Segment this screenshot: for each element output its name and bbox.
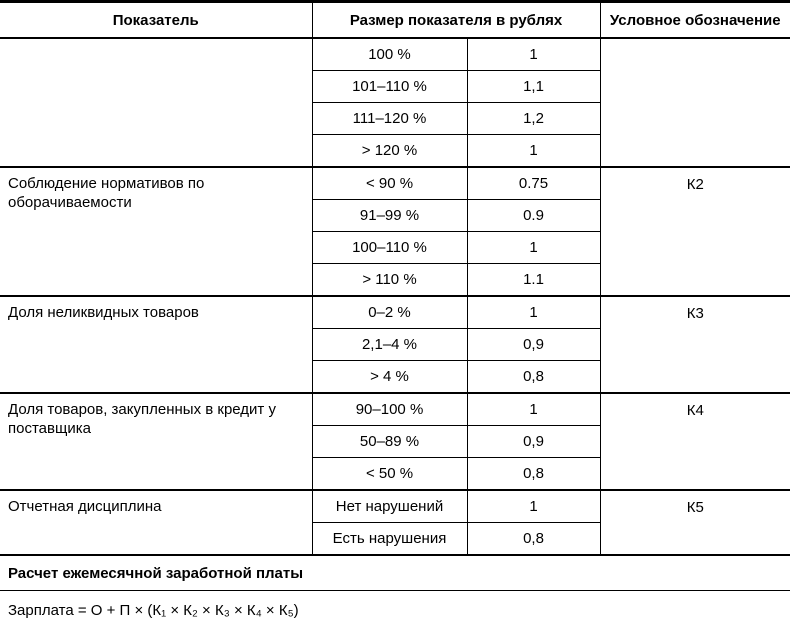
range-cell: > 120 % [312,135,467,168]
salary-formula: Зарплата = О + П × (К₁ × К₂ × К₃ × К₄ × К₅) [0,591,790,624]
range-cell: 0–2 % [312,296,467,329]
value-cell: 1 [467,232,600,264]
value-cell: 0,8 [467,458,600,491]
group-label-cell: Соблюдение нормативов по оборачиваемости [0,167,312,296]
value-cell: 1,2 [467,103,600,135]
column-header-indicator: Показатель [0,2,312,39]
range-cell: 90–100 % [312,393,467,426]
table-row [0,555,790,591]
designation-cell: К4 [600,393,790,490]
range-cell: 101–110 % [312,71,467,103]
value-cell: 0.9 [467,200,600,232]
table-row [0,167,790,200]
table-row [0,38,790,71]
value-cell: 0,9 [467,426,600,458]
range-cell: 2,1–4 % [312,329,467,361]
value-cell: 0,9 [467,329,600,361]
value-cell: 1.1 [467,264,600,297]
range-cell: 91–99 % [312,200,467,232]
range-cell: 50–89 % [312,426,467,458]
value-cell: 1 [467,296,600,329]
designation-cell: К5 [600,490,790,555]
value-cell: 1 [467,38,600,71]
group-label-cell [0,38,312,167]
value-cell: 0,8 [467,361,600,394]
range-cell: > 110 % [312,264,467,297]
group-label-cell: Отчетная дисциплина [0,490,312,555]
designation-cell: К2 [600,167,790,296]
group-label-cell: Доля товаров, закупленных в кредит у поставщика [0,393,312,490]
range-cell: Нет нарушений [312,490,467,523]
range-cell: Есть нарушения [312,523,467,556]
table-row [0,490,790,523]
column-header-size: Размер показателя в рублях [312,2,600,39]
group-label-cell: Доля неликвидных товаров [0,296,312,393]
range-cell: > 4 % [312,361,467,394]
value-cell: 1 [467,393,600,426]
range-cell: 111–120 % [312,103,467,135]
designation-cell [600,38,790,167]
range-cell: < 50 % [312,458,467,491]
table-row [0,393,790,426]
range-cell: < 90 % [312,167,467,200]
value-cell: 1 [467,135,600,168]
value-cell: 1 [467,490,600,523]
value-cell: 1,1 [467,71,600,103]
designation-cell: К3 [600,296,790,393]
table-row [0,296,790,329]
section-title: Расчет ежемесячной заработной платы [0,555,790,591]
header-row [0,2,790,39]
range-cell: 100 % [312,38,467,71]
range-cell: 100–110 % [312,232,467,264]
value-cell: 0.75 [467,167,600,200]
value-cell: 0,8 [467,523,600,556]
column-header-designation: Условное обозначение [600,2,790,39]
table-row [0,591,790,624]
